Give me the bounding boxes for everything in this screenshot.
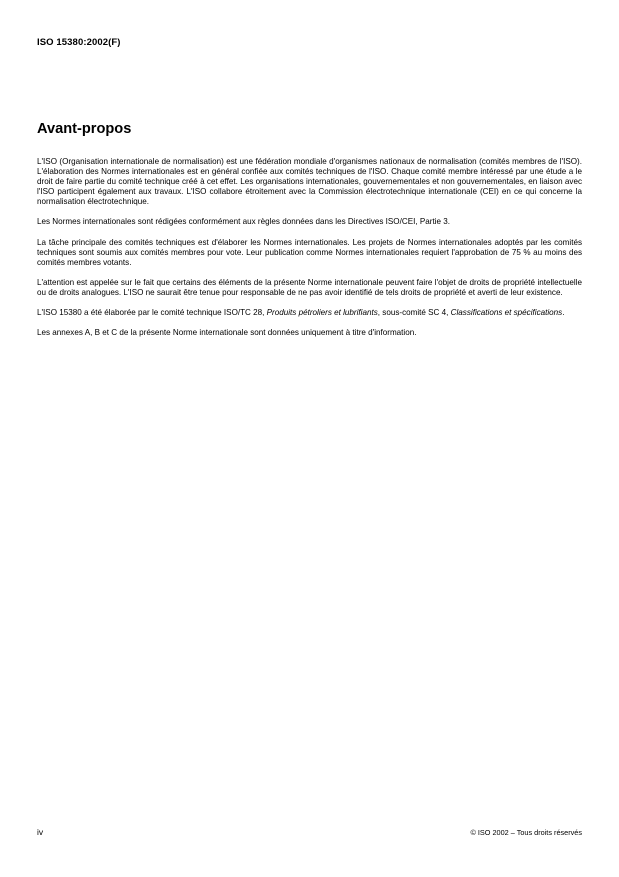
page-number: iv [37, 827, 44, 837]
committee-title: Produits pétroliers et lubrifiants [266, 308, 378, 318]
paragraph-iso-organisation: L'ISO (Organisation internationale de normalisation) est une fédération mondiale d'organismes nationaux de normalisation (comités membres de l'ISO). L'élaboration des Normes internationales est en général confiée aux comités techniques de l'ISO. Chaque comité membre intéressé par une étude a le droit de faire partie du comité technique créé à cet effet. Les organisations internationales, gouvernementales et non gouvernementales, en liaison avec l'ISO participent également aux travaux. L'ISO collabore étroitement avec la Commission électrotechnique internationale (CEI) en ce qui concerne la normalisation électrotechnique. [37, 157, 582, 207]
paragraph-patent-rights: L'attention est appelée sur le fait que certains des éléments de la présente Norme internationale peuvent faire l'objet de droits de propriété intellectuelle ou de droits analogues. L'ISO ne saurait être tenue pour responsable de ne pas avoir identifié de tels droits de propriété et averti de leur existence. [37, 277, 582, 297]
prepared-by-text-1: L'ISO 15380 a été élaborée par le comité technique ISO/TC 28, [37, 308, 267, 318]
paragraph-directives: Les Normes internationales sont rédigées conformément aux règles données dans les Directives ISO/CEI, Partie 3. [37, 217, 450, 227]
paragraph-prepared-by [37, 308, 582, 318]
prepared-by-text-3: . [562, 308, 565, 318]
document-id-header: ISO 15380:2002(F) [37, 37, 121, 48]
page-title: Avant-propos [37, 121, 132, 137]
copyright-notice: © ISO 2002 – Tous droits réservés [470, 828, 582, 837]
subcommittee-title: Classifications et spécifications [450, 308, 563, 318]
prepared-by-text-2: , sous-comité SC 4, [377, 308, 451, 318]
paragraph-technical-committees: La tâche principale des comités techniques est d'élaborer les Normes internationales. Les projets de Normes internationales adoptés par les comités techniques sont soumis aux comités membres pour vote. Leur publication comme Normes internationales requiert l'approbation de 75 % au moins des comités membres votants. [37, 237, 582, 267]
paragraph-annexes: Les annexes A, B et C de la présente Norme internationale sont données uniquement à titre d'information. [37, 328, 417, 338]
foreword-body [37, 157, 582, 348]
